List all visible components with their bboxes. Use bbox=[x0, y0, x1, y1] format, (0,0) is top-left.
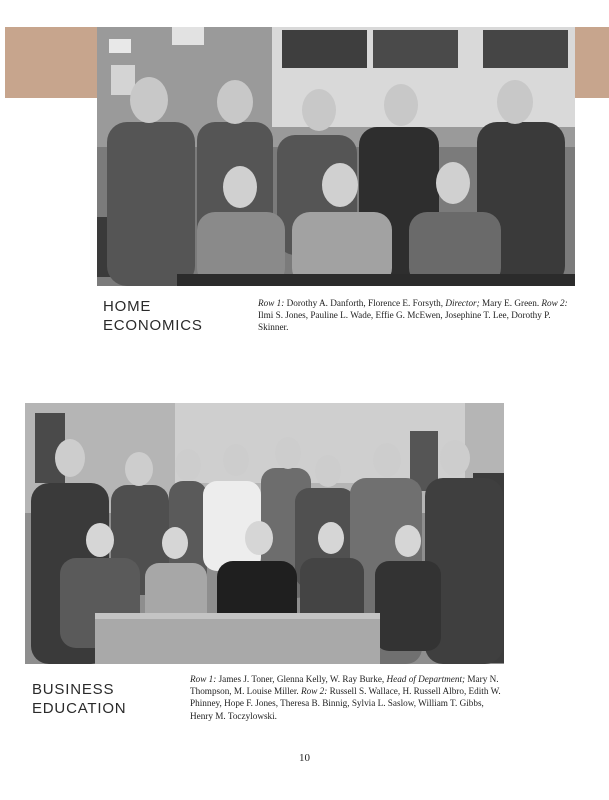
caption-segment: Director; bbox=[445, 298, 482, 308]
business-education-caption bbox=[190, 673, 504, 722]
business-education-title-line2: EDUCATION bbox=[32, 700, 127, 717]
caption-segment: Row 1: bbox=[190, 674, 219, 684]
caption-segment: Row 1: bbox=[258, 298, 287, 308]
home-economics-title bbox=[103, 297, 203, 335]
caption-segment: Mary N. Thompson, M. Louise Miller. bbox=[190, 674, 499, 697]
caption-segment: Ilmi S. Jones, Pauline L. Wade, Effie G. McEwen, Josephine T. Lee, Dorothy P. Skinner. bbox=[258, 310, 551, 333]
caption-segment: Dorothy A. Danforth, Florence E. Forsyth, bbox=[286, 298, 446, 308]
business-education-title-line1: BUSINESS bbox=[32, 681, 115, 698]
home-economics-title-line2: ECONOMICS bbox=[103, 317, 203, 334]
caption-segment: Row 2: bbox=[541, 298, 568, 308]
accent-band-right bbox=[575, 27, 609, 98]
page-number: 10 bbox=[299, 752, 310, 764]
business-education-photo-drawing bbox=[25, 403, 504, 664]
business-education-group-photo bbox=[25, 403, 504, 664]
caption-segment: Mary E. Green. bbox=[481, 298, 542, 308]
home-economics-title-line1: HOME bbox=[103, 298, 152, 315]
caption-segment: James J. Toner, Glenna Kelly, W. Ray Burke, bbox=[218, 674, 387, 684]
accent-band-left bbox=[5, 27, 97, 98]
home-economics-group-photo bbox=[97, 27, 575, 286]
business-education-title bbox=[32, 680, 126, 718]
caption-segment: Head of Department; bbox=[386, 674, 468, 684]
caption-segment: Row 2: bbox=[301, 686, 330, 697]
home-economics-photo-drawing bbox=[97, 27, 575, 286]
caption-segment: Russell S. Wallace, H. Russell Albro, Edith W. Phinney, Hope F. Jones, Theresa B. Binnig, Sylvia L. Saslow, William T. Gibbs, Henry M. Toczylowski. bbox=[190, 686, 501, 721]
home-economics-caption bbox=[258, 297, 570, 334]
